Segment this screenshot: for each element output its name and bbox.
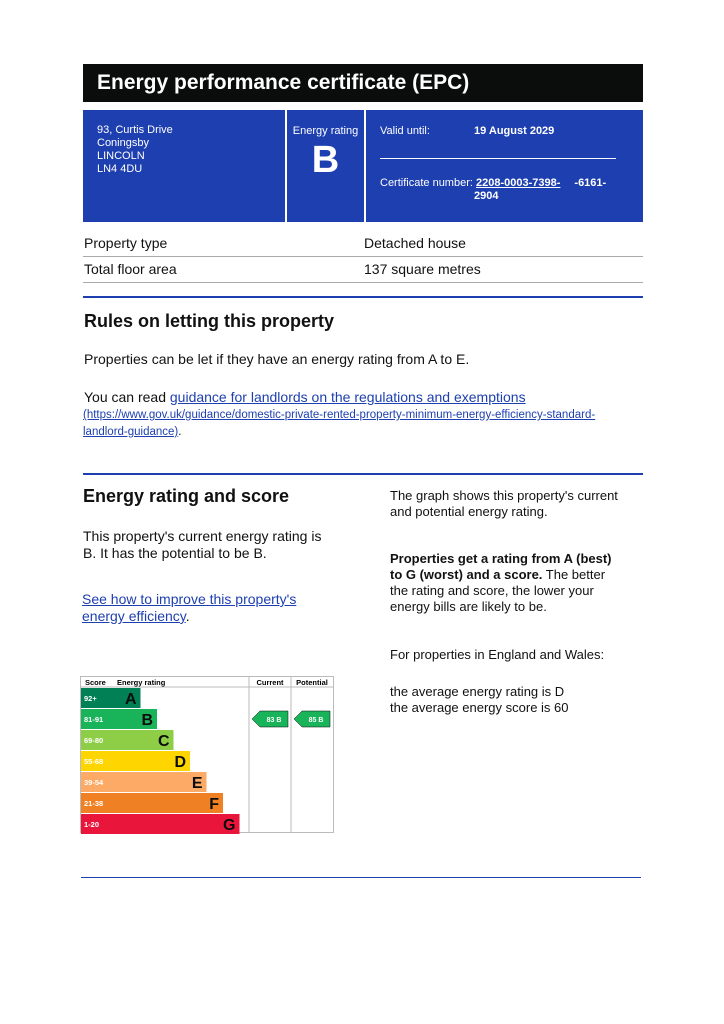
rules-heading: Rules on letting this property bbox=[84, 311, 335, 331]
validity-box bbox=[366, 110, 643, 222]
guidance-link[interactable]: guidance for landlords on the regulations and exemptions bbox=[169, 389, 526, 405]
score-heading: Energy rating and score bbox=[83, 486, 290, 506]
band-a-score: 92+ bbox=[84, 694, 97, 703]
floor-area-label: Total floor area bbox=[84, 261, 177, 277]
address-line-3: LINCOLN bbox=[97, 150, 145, 162]
current-rating-text: This property's current energy rating is B. It has the potential to be B. bbox=[83, 528, 322, 561]
graph-description: The graph shows this property's current and potential energy rating. bbox=[390, 488, 618, 519]
guidance-paragraph: You can read guidance for landlords on the regulations and exemptions bbox=[84, 389, 526, 405]
divider bbox=[83, 256, 643, 257]
certificate-number-label: Certificate number: bbox=[380, 177, 473, 189]
valid-until-label: Valid until: bbox=[380, 125, 430, 137]
epc-chart bbox=[80, 676, 336, 839]
section-divider bbox=[83, 296, 643, 298]
valid-until-value: 19 August 2029 bbox=[474, 125, 555, 137]
england-wales-text: For properties in England and Wales: bbox=[390, 647, 605, 662]
rules-paragraph: Properties can be let if they have an energy rating from A to E. bbox=[84, 351, 470, 367]
average-rating-text: the average energy rating is D the average energy score is 60 bbox=[390, 684, 569, 715]
band-b-letter: B bbox=[141, 712, 153, 729]
band-d-letter: D bbox=[174, 754, 186, 771]
address-line-2: Coningsby bbox=[97, 137, 149, 149]
current-rating-label: 83 B bbox=[266, 717, 282, 724]
property-type-value: Detached house bbox=[364, 235, 466, 251]
divider bbox=[380, 158, 616, 159]
address-line-1: 93, Curtis Drive bbox=[97, 124, 173, 136]
band-c-letter: C bbox=[157, 733, 170, 750]
rating-explanation: Properties get a rating from A (best) to G (worst) and a score. The better the rating and score, the lower your energy bills are likely to be. bbox=[390, 551, 612, 614]
page-title: Energy performance certificate (EPC) bbox=[83, 64, 643, 102]
band-f-letter: F bbox=[209, 796, 219, 813]
band-g-score: 1-20 bbox=[84, 820, 100, 829]
band-d-score: 55-68 bbox=[84, 757, 104, 766]
address-box bbox=[83, 110, 285, 222]
band-a-letter: A bbox=[124, 691, 137, 708]
property-type-label: Property type bbox=[84, 235, 168, 251]
epc-chart-svg bbox=[80, 676, 336, 834]
band-e-letter: E bbox=[191, 775, 203, 792]
improve-link-line-1[interactable]: See how to improve this property's bbox=[82, 591, 297, 607]
score-column-header: Score bbox=[85, 678, 106, 687]
rating-column-header: Energy rating bbox=[117, 678, 166, 687]
guidance-url[interactable]: (https://www.gov.uk/guidance/domestic-private-rented-property-minimum-energy-efficiency-standard- landlord-guidance). bbox=[83, 409, 596, 438]
footer-divider bbox=[81, 877, 641, 878]
band-g-bar bbox=[81, 814, 240, 834]
energy-rating-value: B bbox=[311, 139, 340, 181]
current-column-header: Current bbox=[256, 678, 284, 687]
floor-area-value: 137 square metres bbox=[364, 261, 481, 277]
band-f-score: 21-38 bbox=[84, 799, 104, 808]
improve-link-line-2[interactable]: energy efficiency bbox=[82, 608, 186, 624]
certificate-number-value: 2208-0003-7398- -6161- bbox=[476, 177, 607, 189]
guidance-url-line-1[interactable]: (https://www.gov.uk/guidance/domestic-private-rented-property-minimum-energy-efficiency-standard- bbox=[83, 409, 596, 421]
address-line-4: LN4 4DU bbox=[97, 163, 143, 175]
energy-rating-label: Energy rating bbox=[292, 125, 359, 137]
potential-rating-label: 85 B bbox=[308, 717, 324, 724]
potential-column-header: Potential bbox=[296, 678, 328, 687]
band-b-score: 81-91 bbox=[84, 715, 104, 724]
band-e-score: 39-54 bbox=[84, 778, 104, 787]
energy-rating-box bbox=[287, 110, 364, 222]
section-divider bbox=[83, 473, 643, 475]
divider bbox=[83, 282, 643, 283]
certificate-number-value-cont: 2904 bbox=[474, 190, 499, 202]
improve-link[interactable]: See how to improve this property's energy efficiency. bbox=[82, 591, 297, 624]
band-c-score: 69-80 bbox=[84, 736, 104, 745]
band-g-letter: G bbox=[223, 817, 236, 834]
guidance-url-line-2[interactable]: landlord-guidance) bbox=[83, 426, 179, 438]
